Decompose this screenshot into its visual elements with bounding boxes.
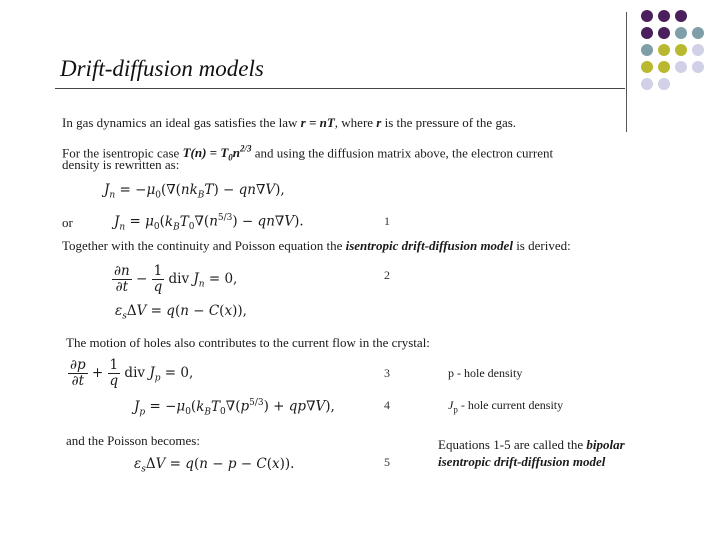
hole-continuity-equation: $\frac{\partial p}{\partial t}$ + $\frac{1}{q}$ div $J_p = 0$, <box>70 357 194 389</box>
decorative-dot <box>675 10 687 22</box>
decorative-dot <box>658 27 670 39</box>
derivation-paragraph <box>62 238 571 254</box>
decorative-dot <box>658 61 670 73</box>
decorative-dot <box>692 44 704 56</box>
holes-paragraph: The motion of holes also contributes to the current flow in the crystal: <box>66 335 430 350</box>
title-vertical-divider <box>626 12 627 132</box>
hole-current-symbol: J <box>448 398 454 412</box>
decorative-dot <box>675 44 687 56</box>
isentropic-paragraph-line2: density is rewritten as: <box>62 157 180 172</box>
ideal-gas-text-prefix: In gas dynamics an ideal gas satisfies the law <box>62 115 301 130</box>
hole-current-description: - hole current density <box>457 398 564 412</box>
decorative-dot <box>641 27 653 39</box>
decorative-dot <box>641 78 653 90</box>
equation-number-5: 5 <box>384 455 390 469</box>
conclusion-line1 <box>438 437 625 453</box>
temperature-expression: T(n) = T <box>182 145 229 161</box>
continuity-equation: $\frac{\partial n}{\partial t}$ − $\frac{1}{q}$ div $J_n = 0$, <box>114 263 238 295</box>
hole-density-note: p - hole density <box>448 366 523 380</box>
isentropic-text-suffix: and using the diffusion matrix above, the electron current <box>251 145 554 161</box>
decorative-dot <box>641 10 653 22</box>
isentropic-model-name: isentropic drift-diffusion model <box>345 238 513 253</box>
ideal-gas-text-suffix: is the pressure of the gas. <box>381 115 517 130</box>
decorative-dot <box>641 61 653 73</box>
decorative-dot <box>692 27 704 39</box>
poisson-equation: $\varepsilon_s\Delta V = q(n - C(x))$, <box>115 303 247 322</box>
equation-number-4: 4 <box>384 398 390 412</box>
derivation-text-suffix: is derived: <box>512 238 571 253</box>
conclusion-model-name: isentropic drift-diffusion model <box>438 454 606 469</box>
decorative-dot <box>641 44 653 56</box>
hole-current-equation: $J_p = -\mu_0(k_BT_0\nabla(p^{5/3}) + qp\nabla V)$, <box>134 398 335 418</box>
decorative-dot <box>675 61 687 73</box>
poisson-becomes-label: and the Poisson becomes: <box>66 433 200 448</box>
decorative-dot <box>692 61 704 73</box>
ideal-gas-paragraph <box>62 115 516 131</box>
equation-number-1: 1 <box>384 214 390 228</box>
temperature-exponent: 2/3 <box>240 144 252 154</box>
decorative-dot <box>658 78 670 90</box>
isentropic-current-equation: $J_n = \mu_0(k_BT_0\nabla(n^{5/3}) - qn\nabla V)$. <box>114 213 304 233</box>
temperature-subscript: 0 <box>228 152 233 163</box>
pressure-symbol: r <box>376 115 382 130</box>
title-underline <box>55 88 625 89</box>
bipolar-poisson-equation: $\varepsilon_s\Delta V = q(n - p - C(x))$. <box>134 456 295 475</box>
hole-current-subscript: p <box>453 404 458 415</box>
or-label: or <box>62 215 73 230</box>
conclusion-line2 <box>438 454 605 470</box>
decorative-dot <box>675 27 687 39</box>
electron-current-equation: $J_n = -\mu_0(\nabla(nk_BT) - qn\nabla V)$, <box>104 182 285 201</box>
density-symbol: n <box>232 145 240 161</box>
hole-current-note <box>448 398 563 414</box>
ideal-gas-text-middle: , where <box>334 115 377 130</box>
slide-title: Drift-diffusion models <box>60 56 264 81</box>
decorative-dot <box>658 10 670 22</box>
ideal-gas-law: r = nT <box>300 115 335 130</box>
isentropic-text-prefix: For the isentropic case <box>62 145 183 161</box>
conclusion-text-prefix: Equations 1-5 are called the <box>438 437 587 452</box>
derivation-text-prefix: Together with the continuity and Poisson equation the <box>62 238 346 253</box>
conclusion-bipolar: bipolar <box>586 437 625 452</box>
decorative-dot <box>658 44 670 56</box>
equation-number-3: 3 <box>384 366 390 380</box>
equation-number-2: 2 <box>384 268 390 282</box>
